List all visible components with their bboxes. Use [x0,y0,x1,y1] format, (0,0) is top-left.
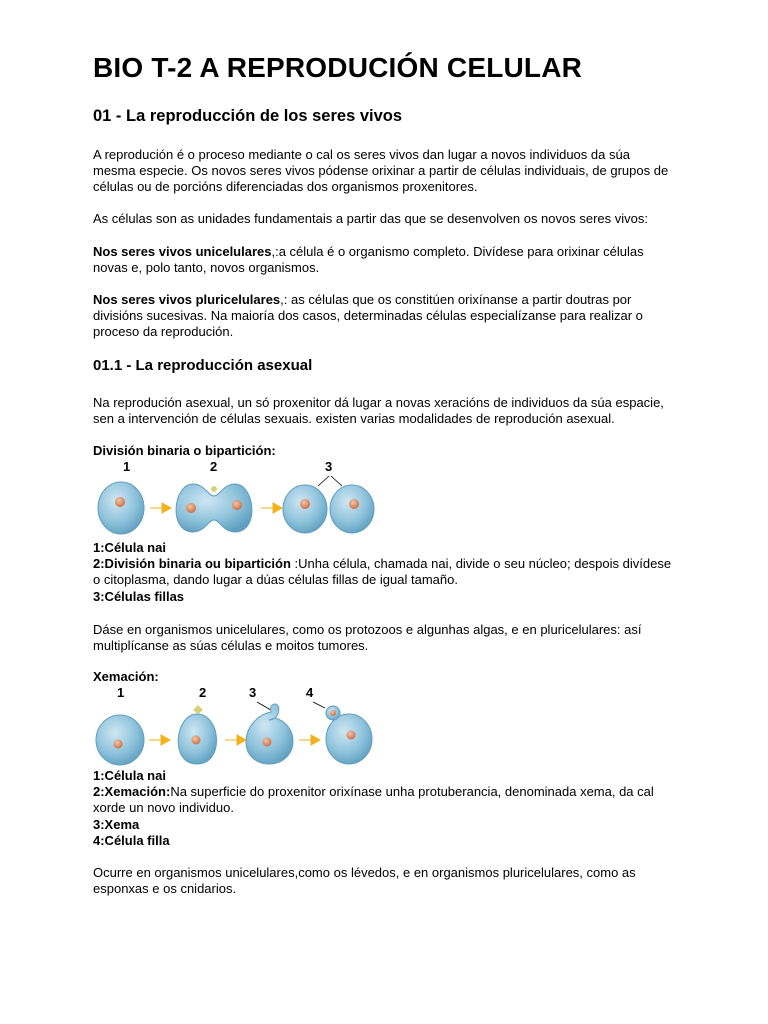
binaria-item-1: 1:Célula nai [93,540,166,555]
section-heading-asexual: 01.1 - La reproducción asexual [93,357,313,374]
figure-number: 1 [123,459,131,474]
budding-figure [93,684,383,768]
xemacion-item-3: 3:Xema [93,817,140,832]
binaria-item-2: 2:División binaria ou bipartición :Unha célula, chamada nai, divide o seu núcleo; despois divídese o citoplasma, dando lugar a dúas células fillas de igual tamaño. [93,556,672,588]
figure-number: 1 [117,685,125,700]
term-unicelulares: Nos seres vivos unicelulares [93,244,272,259]
binaria-item-3: 3:Células fillas [93,589,185,604]
binary-fission-figure [93,458,393,538]
nucleus [300,499,310,509]
arrow-icon [299,735,320,745]
arrow-icon [149,735,170,745]
paragraph-cells: As células son as unidades fundamentais a partir das que se desenvolven os novos seres vivos: [93,211,648,226]
xemacion-title: Xemación: [93,669,159,684]
division-marker [211,486,217,492]
section-heading-reproduccion: 01 - La reproducción de los seres vivos [93,107,403,125]
paragraph-intro: A reprodución é o proceso mediante o cal os seres vivos dan lugar a novos individuos da súa mesma especie. Os novos seres vivos pódense orixinar a partir de células individuais, de grupos de células ou de porcións diferenciadas dos organismos proxenitores. [93,147,669,195]
document-title: BIO T-2 A REPRODUCIÓN CELULAR [93,52,583,83]
paragraph-asexual: Na reprodución asexual, un só proxenitor dá lugar a novas xeracións de individuos da súa espacie, sen a intervención de células sexuais. existen varias modalidades de reprodución asexual. [93,395,664,427]
xemacion-item-1: 1:Célula nai [93,768,166,783]
bud-marker [193,705,203,714]
nucleus [232,500,242,510]
xemacion-item-4: 4:Célula filla [93,833,170,848]
figure-number: 3 [325,459,333,474]
nucleus [263,738,272,747]
xemacion-item-2: 2:Xemación:Na superficie do proxenitor orixínase unha protuberancia, denominada xema, da cal xorde un novo individuo. [93,784,654,816]
nucleus [349,499,359,509]
mother-cell [98,482,144,534]
xemacion-note: Ocurre en organismos unicelulares,como os lévedos, e en organismos pluricelulares, como as esponxas e os cnidarios. [93,865,636,897]
paragraph-unicelulares: Nos seres vivos unicelulares,:a célula é o organismo completo. Divídese para orixinar células novas e, polo tanto, novos organismos. [93,244,644,276]
nucleus [192,736,201,745]
nucleus [347,731,356,740]
nucleus [186,503,196,513]
binaria-title: División binaria o bipartición: [93,443,276,458]
nucleus [114,740,123,749]
arrow-icon [261,503,282,513]
binaria-note: Dáse en organismos unicelulares, como os protozoos e algunhas algas, e en pluricelulares: así multiplícanse as súas células e moitos tumores. [93,622,642,654]
term-pluricelulares: Nos seres vivos pluricelulares [93,292,281,307]
paragraph-pluricelulares: Nos seres vivos pluricelulares,: as células que os constitúen orixínanse a partir doutras por divisións sucesivas. Na maioría dos casos, determinadas células especialízanse para realizar o proceso da reprodución. [93,292,643,340]
arrow-icon [150,503,171,513]
figure-number: 2 [210,459,218,474]
nucleus [330,710,336,716]
figure-number: 3 [249,685,257,700]
budding-cell [246,704,293,764]
nucleus [115,497,125,507]
figure-number: 2 [199,685,207,700]
arrow-icon [225,735,246,745]
daughter-cell [330,485,374,533]
figure-number: 4 [306,685,314,700]
